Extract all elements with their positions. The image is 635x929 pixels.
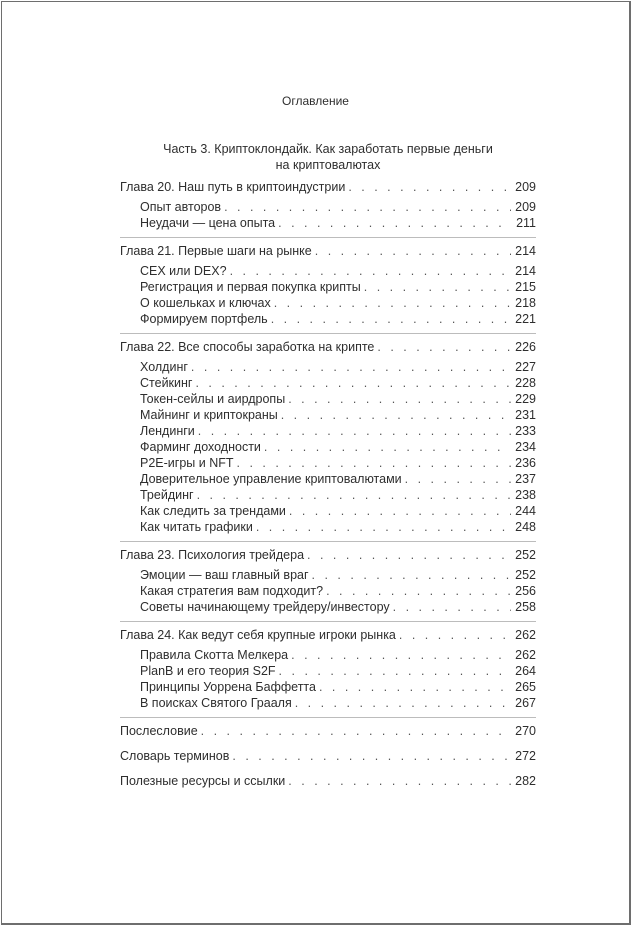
- section-entry-title: Правила Скотта Мелкера: [140, 648, 289, 662]
- section-entry-title: Формируем портфель: [140, 312, 268, 326]
- dot-leader: [274, 295, 511, 311]
- section-entry-title: Холдинг: [140, 360, 188, 374]
- section-entry-page-number: 231: [515, 408, 536, 422]
- chapter-entry-title: Глава 23. Психология трейдера: [120, 548, 305, 562]
- dot-leader: [281, 407, 511, 423]
- section-entry-page-number: 211: [516, 216, 536, 230]
- chapter-entry-page-number: 214: [515, 244, 536, 258]
- section-entry[interactable]: [120, 647, 536, 663]
- section-entry[interactable]: [120, 375, 536, 391]
- dot-leader: [295, 695, 511, 711]
- dot-leader: [232, 748, 511, 764]
- section-entry-page-number: 258: [515, 600, 536, 614]
- dot-leader: [393, 599, 511, 615]
- section-entry-page-number: 218: [515, 296, 536, 310]
- section-entry[interactable]: [120, 359, 536, 375]
- section-entry[interactable]: [120, 599, 536, 615]
- section-entry-page-number: 262: [515, 648, 536, 662]
- section-entry-page-number: 209: [515, 200, 536, 214]
- chapter-entry-title: Глава 21. Первые шаги на рынке: [120, 244, 312, 258]
- section-entry[interactable]: [120, 663, 536, 679]
- dot-leader: [279, 663, 511, 679]
- chapter-block: [120, 243, 536, 334]
- dot-leader: [377, 339, 511, 355]
- section-entry-title: PlanB и его теория S2F: [140, 664, 276, 678]
- back-matter-entry[interactable]: [120, 773, 536, 789]
- chapter-block: [120, 547, 536, 622]
- dot-leader: [319, 679, 511, 695]
- dot-leader: [348, 179, 511, 195]
- section-entry-page-number: 229: [515, 392, 536, 406]
- dot-leader: [195, 375, 511, 391]
- dot-leader: [197, 487, 511, 503]
- chapter-entry[interactable]: [120, 179, 536, 195]
- dot-leader: [237, 455, 512, 471]
- section-entry[interactable]: [120, 295, 536, 311]
- section-entry[interactable]: [120, 519, 536, 535]
- dot-leader: [399, 627, 511, 643]
- section-entry-title: В поисках Святого Грааля: [140, 696, 292, 710]
- section-entry-page-number: 264: [515, 664, 536, 678]
- section-entry-page-number: 248: [515, 520, 536, 534]
- dot-leader: [288, 391, 511, 407]
- section-entry-title: Эмоции — ваш главный враг: [140, 568, 309, 582]
- section-entry-page-number: 215: [515, 280, 536, 294]
- section-entry-title: Трейдинг: [140, 488, 194, 502]
- section-entry-page-number: 227: [515, 360, 536, 374]
- dot-leader: [291, 647, 511, 663]
- back-matter-entry-title: Полезные ресурсы и ссылки: [120, 774, 286, 788]
- section-entry[interactable]: [120, 679, 536, 695]
- part-title-line-2: на криптовалютах: [275, 158, 381, 172]
- section-entry[interactable]: [120, 503, 536, 519]
- section-entry[interactable]: [120, 455, 536, 471]
- part-title: [120, 141, 536, 173]
- dot-leader: [271, 311, 511, 327]
- back-matter-entry-page-number: 272: [515, 749, 536, 763]
- dot-leader: [278, 215, 511, 231]
- chapter-entry-page-number: 262: [515, 628, 536, 642]
- section-entry-page-number: 238: [515, 488, 536, 502]
- dot-leader: [307, 547, 511, 563]
- section-entry-page-number: 267: [515, 696, 536, 710]
- section-entry[interactable]: [120, 279, 536, 295]
- dot-leader: [405, 471, 511, 487]
- section-entry-title: Как следить за трендами: [140, 504, 286, 518]
- section-entry[interactable]: [120, 311, 536, 327]
- chapter-entry-page-number: 252: [515, 548, 536, 562]
- section-entry-title: Советы начинающему трейдеру/инвестору: [140, 600, 390, 614]
- table-of-contents: [120, 179, 536, 798]
- section-entry-page-number: 234: [515, 440, 536, 454]
- chapter-entry-title: Глава 22. Все способы заработка на крипте: [120, 340, 375, 354]
- section-entry[interactable]: [120, 407, 536, 423]
- chapter-entry-title: Глава 24. Как ведут себя крупные игроки рынка: [120, 628, 396, 642]
- chapter-block: [120, 179, 536, 238]
- chapter-entry-page-number: 209: [515, 180, 536, 194]
- section-entry-title: Опыт авторов: [140, 200, 222, 214]
- chapter-entry[interactable]: [120, 627, 536, 643]
- section-entry-page-number: 236: [515, 456, 536, 470]
- section-entry[interactable]: [120, 583, 536, 599]
- section-entry-title: Как читать графики: [140, 520, 253, 534]
- section-entry-page-number: 228: [515, 376, 536, 390]
- back-matter-entry[interactable]: [120, 748, 536, 764]
- section-entry-title: Токен-сейлы и аирдропы: [140, 392, 286, 406]
- section-entry-title: Стейкинг: [140, 376, 193, 390]
- back-matter-entry-title: Послесловие: [120, 724, 198, 738]
- section-entry-title: Лендинги: [140, 424, 195, 438]
- chapter-block: [120, 339, 536, 542]
- dot-leader: [326, 583, 511, 599]
- section-entry-title: Майнинг и криптокраны: [140, 408, 278, 422]
- section-entry-page-number: 237: [515, 472, 536, 486]
- section-entry-page-number: 265: [515, 680, 536, 694]
- back-matter-entry[interactable]: [120, 723, 536, 739]
- back-matter-entry-page-number: 270: [515, 724, 536, 738]
- dot-leader: [288, 773, 511, 789]
- section-entry-title: Доверительное управление криптовалютами: [140, 472, 402, 486]
- dot-leader: [289, 503, 511, 519]
- section-entry-page-number: 221: [515, 312, 536, 326]
- dot-leader: [201, 723, 511, 739]
- section-entry[interactable]: [120, 423, 536, 439]
- section-entry-title: О кошельках и ключах: [140, 296, 271, 310]
- section-entry[interactable]: [120, 439, 536, 455]
- section-entry-title: Неудачи — цена опыта: [140, 216, 276, 230]
- section-entry-page-number: 214: [515, 264, 536, 278]
- dot-leader: [264, 439, 511, 455]
- chapter-entry-title: Глава 20. Наш путь в криптоиндустрии: [120, 180, 346, 194]
- dot-leader: [230, 263, 511, 279]
- section-entry[interactable]: [120, 215, 536, 231]
- section-entry-page-number: 244: [515, 504, 536, 518]
- section-entry-title: Регистрация и первая покупка крипты: [140, 280, 361, 294]
- dot-leader: [256, 519, 511, 535]
- chapter-entry[interactable]: [120, 339, 536, 355]
- dot-leader: [315, 243, 511, 259]
- chapter-entry-page-number: 226: [515, 340, 536, 354]
- chapter-entry[interactable]: [120, 243, 536, 259]
- back-matter-entry-title: Словарь терминов: [120, 749, 230, 763]
- chapter-block: [120, 627, 536, 718]
- back-matter-entry-page-number: 282: [515, 774, 536, 788]
- section-entry[interactable]: [120, 199, 536, 215]
- section-entry[interactable]: [120, 567, 536, 583]
- section-entry[interactable]: [120, 695, 536, 711]
- section-entry[interactable]: [120, 391, 536, 407]
- section-entry[interactable]: [120, 263, 536, 279]
- chapter-entry[interactable]: [120, 547, 536, 563]
- dot-leader: [198, 423, 511, 439]
- section-entry-page-number: 252: [515, 568, 536, 582]
- section-entry[interactable]: [120, 487, 536, 503]
- book-page: [1, 1, 631, 925]
- section-entry-title: Принципы Уоррена Баффетта: [140, 680, 316, 694]
- section-entry-page-number: 233: [515, 424, 536, 438]
- section-entry-page-number: 256: [515, 584, 536, 598]
- section-entry-title: CEX или DEX?: [140, 264, 227, 278]
- section-entry-title: Какая стратегия вам подходит?: [140, 584, 324, 598]
- section-entry[interactable]: [120, 471, 536, 487]
- dot-leader: [364, 279, 511, 295]
- dot-leader: [224, 199, 511, 215]
- page-header: Оглавление: [282, 94, 349, 108]
- dot-leader: [312, 567, 511, 583]
- part-title-line-1: Часть 3. Криптоклондайк. Как заработать первые деньги: [163, 142, 493, 156]
- section-entry-title: Фарминг доходности: [140, 440, 261, 454]
- section-entry-title: P2E-игры и NFT: [140, 456, 234, 470]
- dot-leader: [191, 359, 511, 375]
